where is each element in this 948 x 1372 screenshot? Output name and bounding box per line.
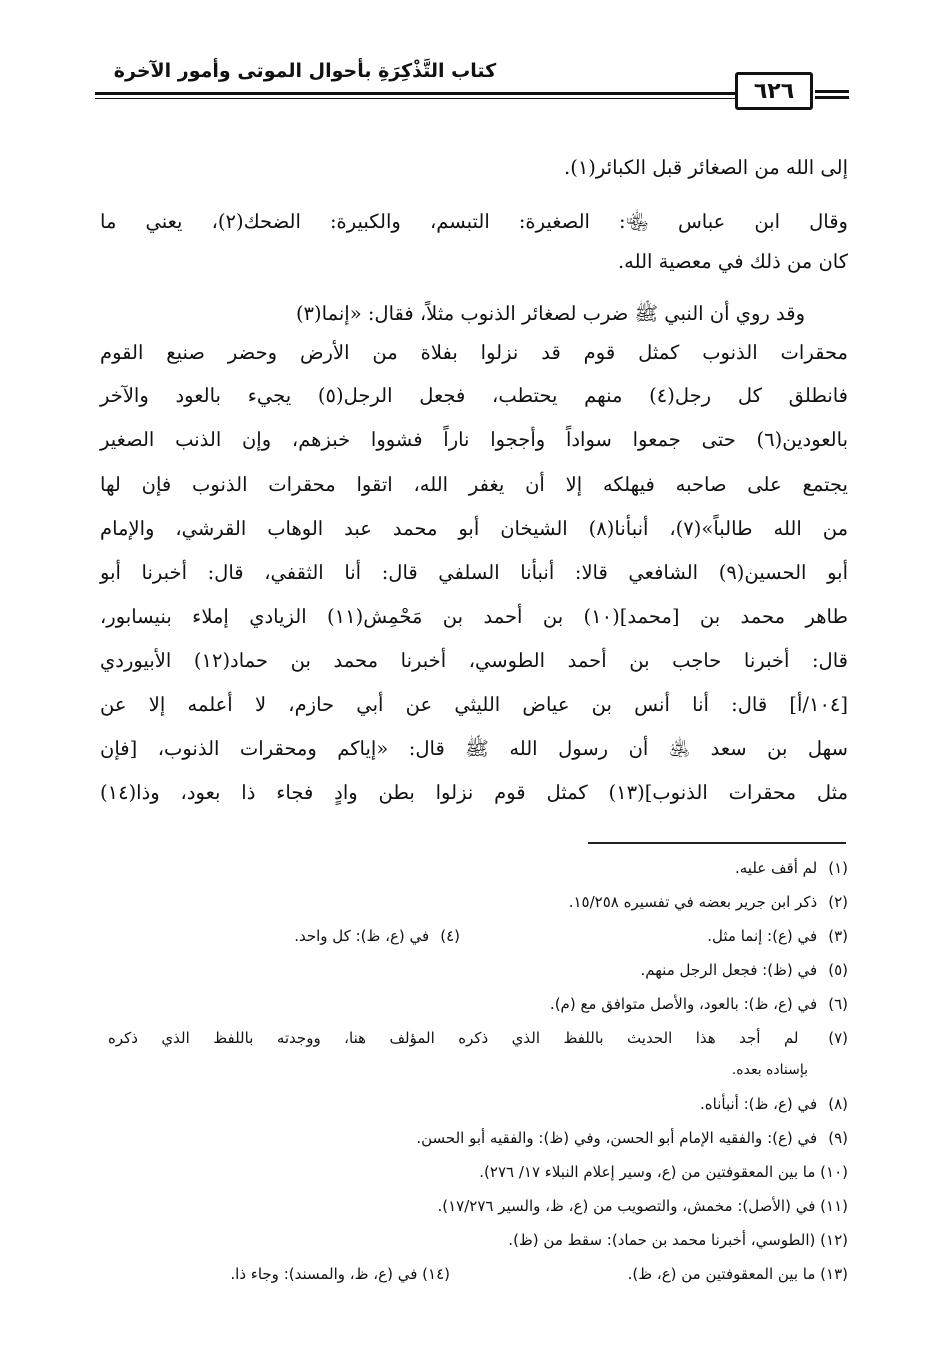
footnote-number: (٤) xyxy=(440,927,460,945)
footnote-separator xyxy=(588,842,846,844)
footnote-text: ما بين المعقوفتين من (ع، وسير إعلام النبلاء ١٧/ ٢٧٦). xyxy=(479,1163,816,1181)
footnote-number: (٥) xyxy=(828,961,848,979)
footnote-5 xyxy=(108,954,848,986)
footnote-4 xyxy=(180,920,460,952)
footnote-7-continuation: بإسناده بعده. xyxy=(731,1062,808,1078)
header-rule-right-a xyxy=(815,90,849,93)
footnote-12 xyxy=(108,1224,848,1256)
footnote-10 xyxy=(108,1156,848,1188)
text-line: إلى الله من الصغائر قبل الكبائر(١). xyxy=(564,156,848,179)
text-line: طاهر محمد بن [محمد](١٠) بن أحمد بن مَحْمِش(١١) الزيادي إملاء بنيسابور، xyxy=(100,605,849,628)
footnote-8 xyxy=(108,1088,848,1120)
footnote-number: (١٤) xyxy=(422,1265,450,1283)
footnote-1 xyxy=(108,852,848,884)
footnote-text: في (الأصل): مخمش، والتصويب من (ع، ظ، والسير ١٧/٢٧٦). xyxy=(437,1197,816,1215)
footnote-number: (١٣) xyxy=(820,1265,848,1283)
footnote-number: (٣) xyxy=(828,927,848,945)
footnote-text: في (ع، ظ، والمسند): وجاء ذا. xyxy=(230,1265,418,1283)
footnote-text: في (ع، ظ): بالعود، والأصل متوافق مع (م). xyxy=(549,995,818,1013)
footnote-6 xyxy=(108,988,848,1020)
footnote-3 xyxy=(470,920,848,952)
footnote-text: ما بين المعقوفتين من (ع، ظ). xyxy=(627,1265,816,1283)
text-line: محقرات الذنوب كمثل قوم قد نزلوا بفلاة من الأرض وحضر صنيع القوم xyxy=(100,341,848,364)
footnote-text: لم أجد هذا الحديث باللفظ الذي ذكره المؤلف هنا، ووجدته باللفظ الذي ذكره xyxy=(108,1029,799,1047)
footnote-text: في (ع): والفقيه الإمام أبو الحسن، وفي (ظ): والفقيه أبو الحسن. xyxy=(416,1129,818,1147)
footnote-number: (١٢) xyxy=(820,1231,848,1249)
text-line: بالعودين(٦) حتى جمعوا سواداً وأججوا ناراً فشووا خبزهم، وإن الذنب الصغير xyxy=(100,428,848,451)
page-number-box xyxy=(735,72,813,110)
footnote-9 xyxy=(108,1122,848,1154)
footnote-number: (٩) xyxy=(828,1129,848,1147)
text-line: يجتمع على صاحبه فيهلكه إلا أن يغفر الله، اتقوا محقرات الذنوب فإن لها xyxy=(100,473,848,496)
text-line: سهل بن سعد ﵁ أن رسول الله ﷺ قال: «إياكم ومحقرات الذنوب، [فإن xyxy=(100,737,848,760)
text-line: كان من ذلك في معصية الله. xyxy=(617,250,848,273)
text-line: [١٠٤/أ] قال: أنا أنس بن عياض الليثي عن أبي حازم، لا أعلمه إلا عن xyxy=(100,693,848,716)
footnote-13 xyxy=(470,1258,848,1290)
footnote-2 xyxy=(108,886,848,918)
footnote-number: (٧) xyxy=(828,1029,848,1047)
footnote-text: ذكر ابن جرير بعضه في تفسيره ١٥/٢٥٨. xyxy=(568,893,818,911)
text-line: من الله طالباً»(٧)، أنبأنا(٨) الشيخان أبو محمد عبد الوهاب القرشي، والإمام xyxy=(100,517,849,540)
page-number: ٦٢٦ xyxy=(753,78,795,104)
footnote-text: (الطوسي، أخبرنا محمد بن حماد): سقط من (ظ). xyxy=(508,1231,816,1249)
running-header-title: كتاب التَّذْكِرَةِ بأحوال الموتى وأمور الآخرة xyxy=(113,60,497,82)
footnote-number: (٢) xyxy=(828,893,848,911)
text-line: قال: أخبرنا حاجب بن أحمد الطوسي، أخبرنا محمد بن حماد(١٢) الأبيوردي xyxy=(100,649,848,672)
footnote-text: في (ع، ظ): كل واحد. xyxy=(294,927,430,945)
text-line: وقد روي أن النبي ﷺ ضرب لصغائر الذنوب مثلاً، فقال: «إنما(٣) xyxy=(295,302,805,325)
text-line: فانطلق كل رجل(٤) منهم يحتطب، فجعل الرجل(٥) يجيء بالعود والآخر xyxy=(100,384,849,407)
footnote-11 xyxy=(108,1190,848,1222)
text-line: وقال ابن عباس ﵄: الصغيرة: التبسم، والكبيرة: الضحك(٢)، يعني ما xyxy=(100,210,848,233)
footnote-7 xyxy=(108,1022,848,1054)
footnote-14 xyxy=(120,1258,450,1290)
footnote-number: (١) xyxy=(828,859,848,877)
header-rule-thick xyxy=(95,92,735,95)
footnote-number: (١١) xyxy=(820,1197,848,1215)
header-rule-thin xyxy=(95,98,735,99)
text-line: مثل محقرات الذنوب](١٣) كمثل قوم نزلوا بطن وادٍ فجاء ذا بعود، وذا(١٤) xyxy=(100,781,849,804)
footnote-number: (١٠) xyxy=(820,1163,848,1181)
footnote-number: (٨) xyxy=(828,1095,848,1113)
footnote-text: في (ع): إنما مثل. xyxy=(707,927,818,945)
footnote-text: في (ع، ظ): أنبأناه. xyxy=(700,1095,818,1113)
footnote-number: (٦) xyxy=(828,995,848,1013)
footnote-text: لم أقف عليه. xyxy=(735,859,818,877)
footnote-text: في (ظ): فجعل الرجل منهم. xyxy=(640,961,818,979)
header-rule-right-b xyxy=(815,96,849,99)
text-line: أبو الحسين(٩) الشافعي قالا: أنبأنا السلفي قال: أنا الثقفي، قال: أخبرنا أبو xyxy=(100,561,848,584)
